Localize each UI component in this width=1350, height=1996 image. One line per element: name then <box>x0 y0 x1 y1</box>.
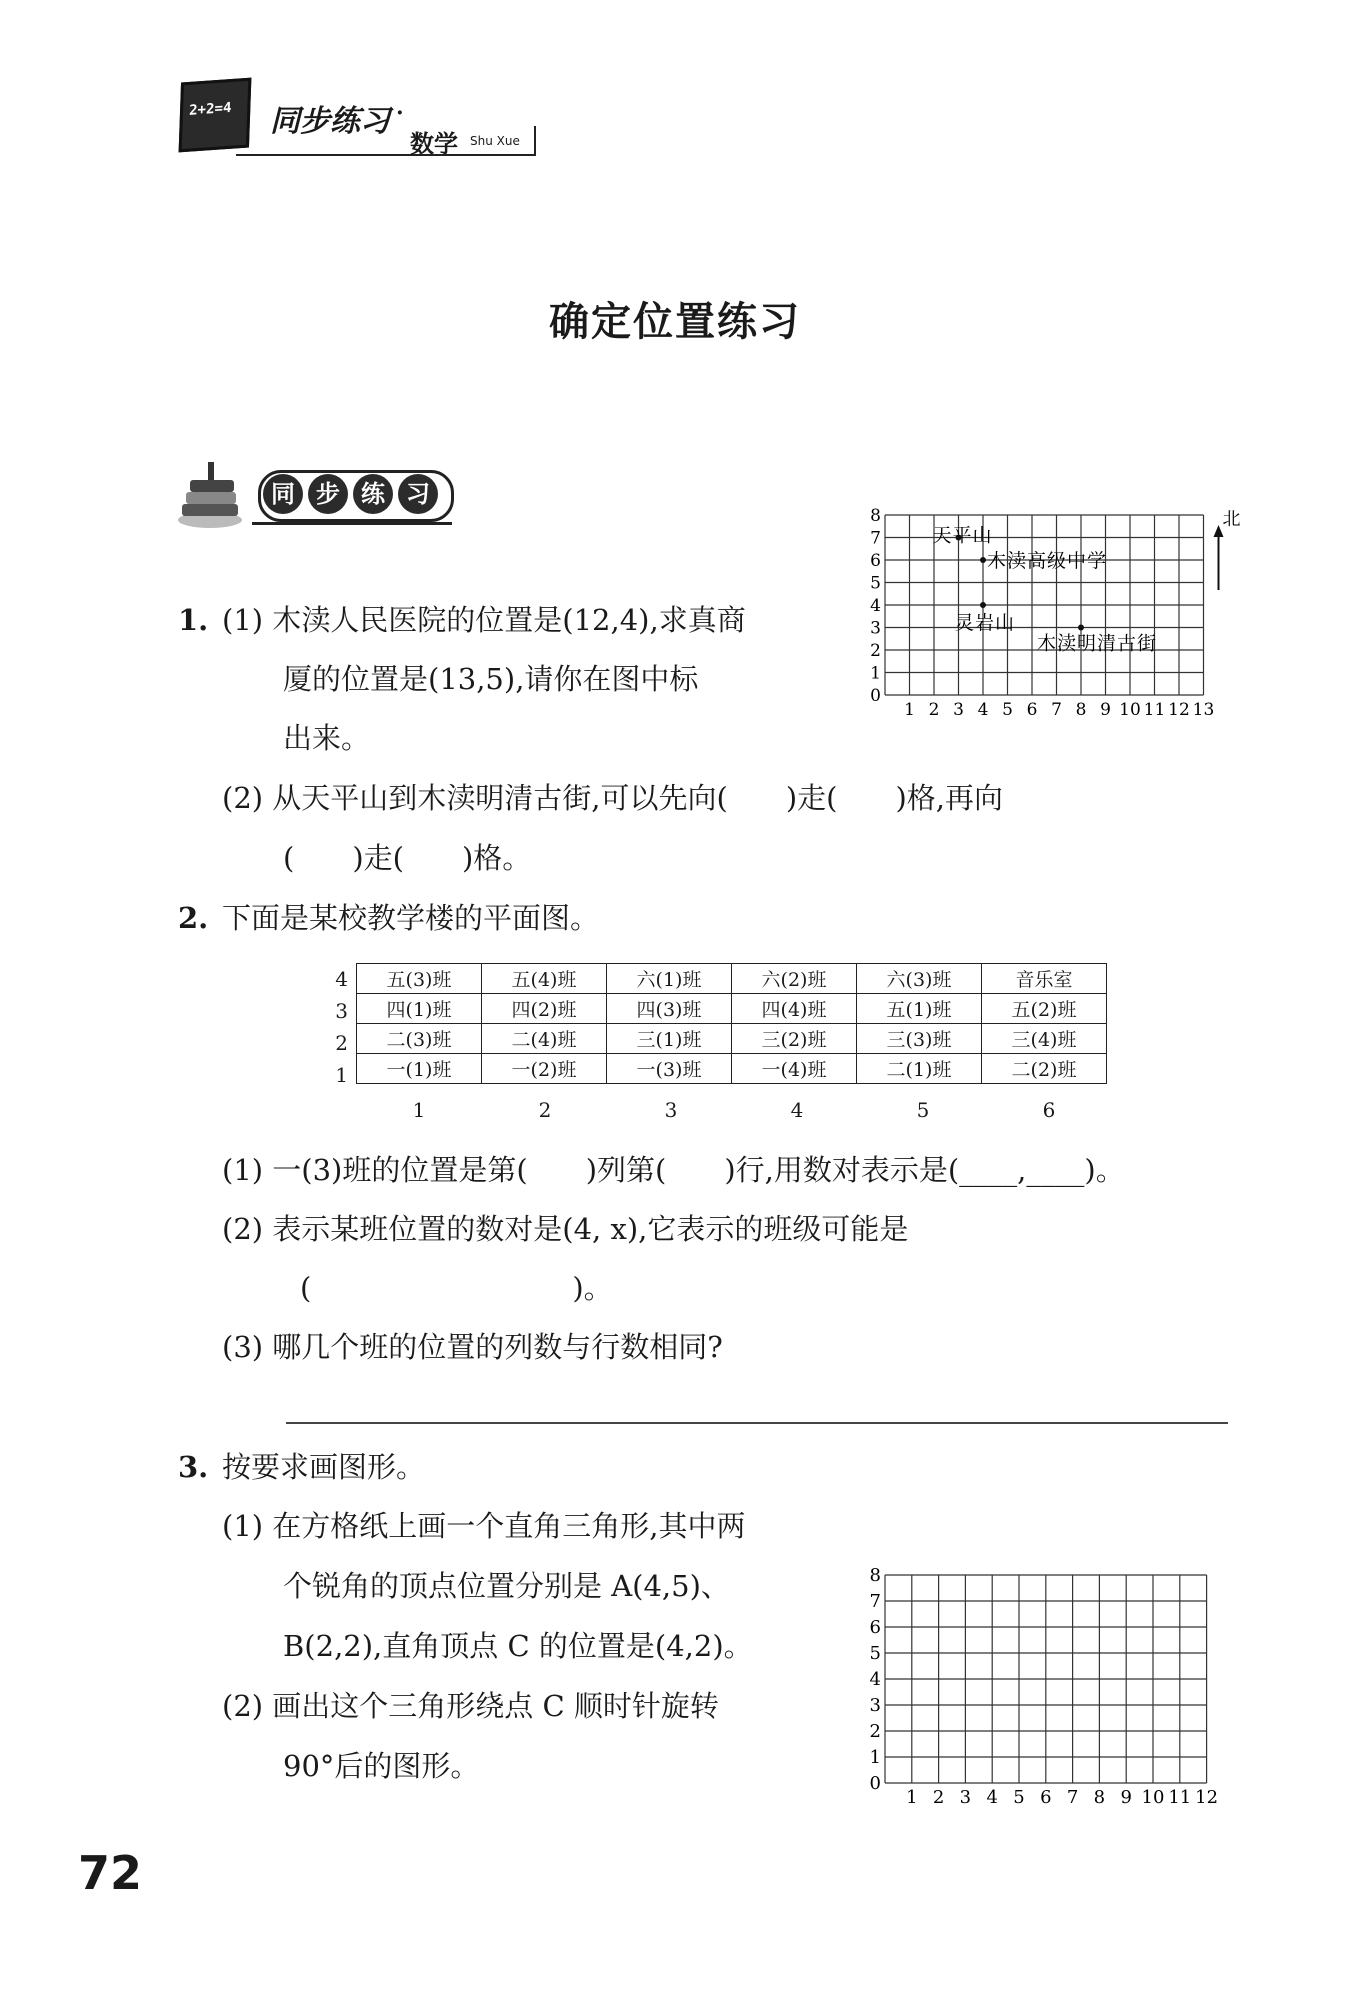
q1-p1-line: 厦的位置是(13,5),请你在图中标 <box>283 662 699 696</box>
table-cell: 三(1)班 <box>607 1024 732 1054</box>
banner-char: 步 <box>308 474 348 514</box>
x-tick-label: 10 <box>1119 700 1141 720</box>
q3-intro: 按要求画图形。 <box>222 1450 426 1484</box>
table-cell: 二(3)班 <box>357 1024 482 1054</box>
page-title: 确定位置练习 <box>549 298 801 345</box>
table-cell: 二(2)班 <box>982 1054 1107 1084</box>
table-cell: 四(2)班 <box>482 994 607 1024</box>
col-label: 6 <box>1042 1098 1056 1122</box>
y-tick-label: 1 <box>869 1747 881 1768</box>
q1-number: 1. <box>178 603 209 637</box>
y-tick-label: 3 <box>869 1695 881 1716</box>
q2-p3: (3) 哪几个班的位置的列数与行数相同? <box>222 1330 723 1364</box>
x-tick-label: 13 <box>1192 700 1215 720</box>
answer-line <box>286 1422 1228 1424</box>
x-tick-label: 10 <box>1141 1787 1165 1808</box>
place-label: 木渎高级中学 <box>987 550 1108 572</box>
page-number: 72 <box>78 1846 143 1900</box>
x-tick-label: 2 <box>932 1787 945 1808</box>
table-cell: 五(2)班 <box>982 994 1107 1024</box>
place-point <box>980 557 986 563</box>
column-labels <box>356 1098 1112 1122</box>
x-tick-label: 3 <box>953 700 964 720</box>
header-rule <box>236 154 536 156</box>
table-cell: 音乐室 <box>982 964 1107 994</box>
q2-p1: (1) 一(3)班的位置是第( )列第( )行,用数对表示是(____,____)。 <box>222 1153 1125 1187</box>
col-label: 4 <box>790 1098 804 1122</box>
x-tick-label: 5 <box>1002 700 1013 720</box>
table-cell: 一(3)班 <box>607 1054 732 1084</box>
q2-number: 2. <box>178 901 209 935</box>
y-tick-label: 2 <box>869 1721 881 1742</box>
y-tick-label: 3 <box>870 618 881 639</box>
y-tick-label: 4 <box>869 1669 881 1690</box>
x-tick-label: 4 <box>977 700 989 720</box>
row-labels <box>334 963 354 1091</box>
table-cell: 三(4)班 <box>982 1024 1107 1054</box>
row-label: 4 <box>335 967 348 991</box>
x-tick-label: 2 <box>928 700 940 720</box>
q3-p2-line: (2) 画出这个三角形绕点 C 顺时针旋转 <box>222 1689 719 1723</box>
header-rule-end <box>534 126 536 154</box>
q3-p1-line: (1) 在方格纸上画一个直角三角形,其中两 <box>222 1509 746 1543</box>
subject-label: 数学 <box>410 130 458 158</box>
y-tick-label: 4 <box>870 596 881 616</box>
banner-char: 习 <box>398 474 438 514</box>
y-tick-label: 5 <box>869 1643 881 1664</box>
col-label: 3 <box>664 1098 678 1122</box>
table-cell: 五(1)班 <box>857 994 982 1024</box>
table-cell: 四(4)班 <box>732 994 857 1024</box>
y-tick-label: 7 <box>870 528 881 549</box>
x-tick-label: 8 <box>1093 1787 1106 1808</box>
q3-p2-line: 90°后的图形。 <box>283 1749 480 1783</box>
table-cell: 六(2)班 <box>732 964 857 994</box>
y-tick-label: 6 <box>869 1617 881 1638</box>
q1-p1-line: 出来。 <box>283 721 371 755</box>
classroom-table <box>356 963 1107 1084</box>
q3-p1-line: B(2,2),直角顶点 C 的位置是(4,2)。 <box>283 1629 753 1663</box>
x-tick-label: 9 <box>1120 1787 1132 1808</box>
x-tick-label: 3 <box>959 1787 972 1808</box>
drawing-grid <box>855 1555 1235 1815</box>
y-tick-label: 0 <box>869 1773 881 1794</box>
q1-p1-line: (1) 木渎人民医院的位置是(12,4),求真商 <box>222 603 746 637</box>
col-label: 2 <box>538 1098 552 1122</box>
q1-p2-line: (2) 从天平山到木渎明清古街,可以先向( )走( )格,再向 <box>222 781 1003 815</box>
q3-p1-line: 个锐角的顶点位置分别是 A(4,5)、 <box>283 1569 730 1603</box>
table-cell: 二(1)班 <box>857 1054 982 1084</box>
map-grid <box>855 505 1241 730</box>
q1-p2-line: ( )走( )格。 <box>283 841 532 875</box>
header-dot: · <box>396 100 404 126</box>
table-cell: 一(2)班 <box>482 1054 607 1084</box>
x-tick-label: 12 <box>1195 1787 1219 1808</box>
y-tick-label: 0 <box>870 686 881 706</box>
table-cell: 四(1)班 <box>357 994 482 1024</box>
place-point <box>980 602 986 608</box>
y-tick-label: 8 <box>869 1565 881 1586</box>
place-label: 木渎明清古街 <box>1037 632 1158 655</box>
chalkboard-text: 2+2=4 <box>188 99 232 119</box>
table-cell: 二(4)班 <box>482 1024 607 1054</box>
banner-underline <box>252 522 452 525</box>
y-tick-label: 7 <box>869 1591 881 1612</box>
x-tick-label: 1 <box>906 1787 918 1808</box>
y-tick-label: 6 <box>870 551 881 571</box>
table-row <box>357 994 1107 1024</box>
table-row <box>357 1054 1107 1084</box>
col-label: 5 <box>916 1098 930 1122</box>
y-tick-label: 5 <box>870 573 881 594</box>
place-label: 灵岩山 <box>955 612 1016 634</box>
place-point <box>1078 625 1084 631</box>
row-label: 2 <box>335 1031 348 1055</box>
subject-pinyin: Shu Xue <box>470 134 520 148</box>
x-tick-label: 8 <box>1075 700 1087 720</box>
q2-p2-line: (2) 表示某班位置的数对是(4, x),它表示的班级可能是 <box>222 1212 909 1246</box>
table-cell: 五(4)班 <box>482 964 607 994</box>
x-tick-label: 6 <box>1026 700 1038 720</box>
x-tick-label: 4 <box>986 1787 998 1808</box>
x-tick-label: 11 <box>1143 700 1166 720</box>
q3-number: 3. <box>178 1450 209 1484</box>
q2-p2-line: ( )。 <box>300 1271 613 1305</box>
chalkboard-icon <box>179 78 252 153</box>
x-tick-label: 5 <box>1013 1787 1025 1808</box>
banner-char: 同 <box>263 474 303 514</box>
series-title: 同步练习 <box>270 104 390 139</box>
x-tick-label: 7 <box>1066 1787 1079 1808</box>
y-tick-label: 1 <box>870 663 881 684</box>
x-tick-label: 9 <box>1100 700 1111 720</box>
x-tick-label: 7 <box>1051 700 1062 720</box>
place-label: 天平山 <box>932 524 993 547</box>
table-cell: 六(3)班 <box>857 964 982 994</box>
x-tick-label: 6 <box>1040 1787 1052 1808</box>
table-cell: 一(1)班 <box>357 1054 482 1084</box>
col-label: 1 <box>412 1098 426 1122</box>
x-tick-label: 11 <box>1168 1787 1192 1808</box>
books-lamp-icon <box>176 460 246 530</box>
x-tick-label: 1 <box>904 700 915 720</box>
x-tick-label: 12 <box>1168 700 1190 720</box>
table-cell: 四(3)班 <box>607 994 732 1024</box>
row-label: 3 <box>335 999 348 1023</box>
north-label: 北 <box>1222 509 1241 530</box>
table-cell: 五(3)班 <box>357 964 482 994</box>
row-label: 1 <box>335 1063 348 1087</box>
y-tick-label: 8 <box>870 506 881 526</box>
q2-intro: 下面是某校教学楼的平面图。 <box>222 901 600 935</box>
table-row <box>357 964 1107 994</box>
banner-char: 练 <box>353 474 393 514</box>
table-cell: 六(1)班 <box>607 964 732 994</box>
table-cell: 三(3)班 <box>857 1024 982 1054</box>
y-tick-label: 2 <box>870 641 881 661</box>
table-row <box>357 1024 1107 1054</box>
table-cell: 三(2)班 <box>732 1024 857 1054</box>
table-cell: 一(4)班 <box>732 1054 857 1084</box>
